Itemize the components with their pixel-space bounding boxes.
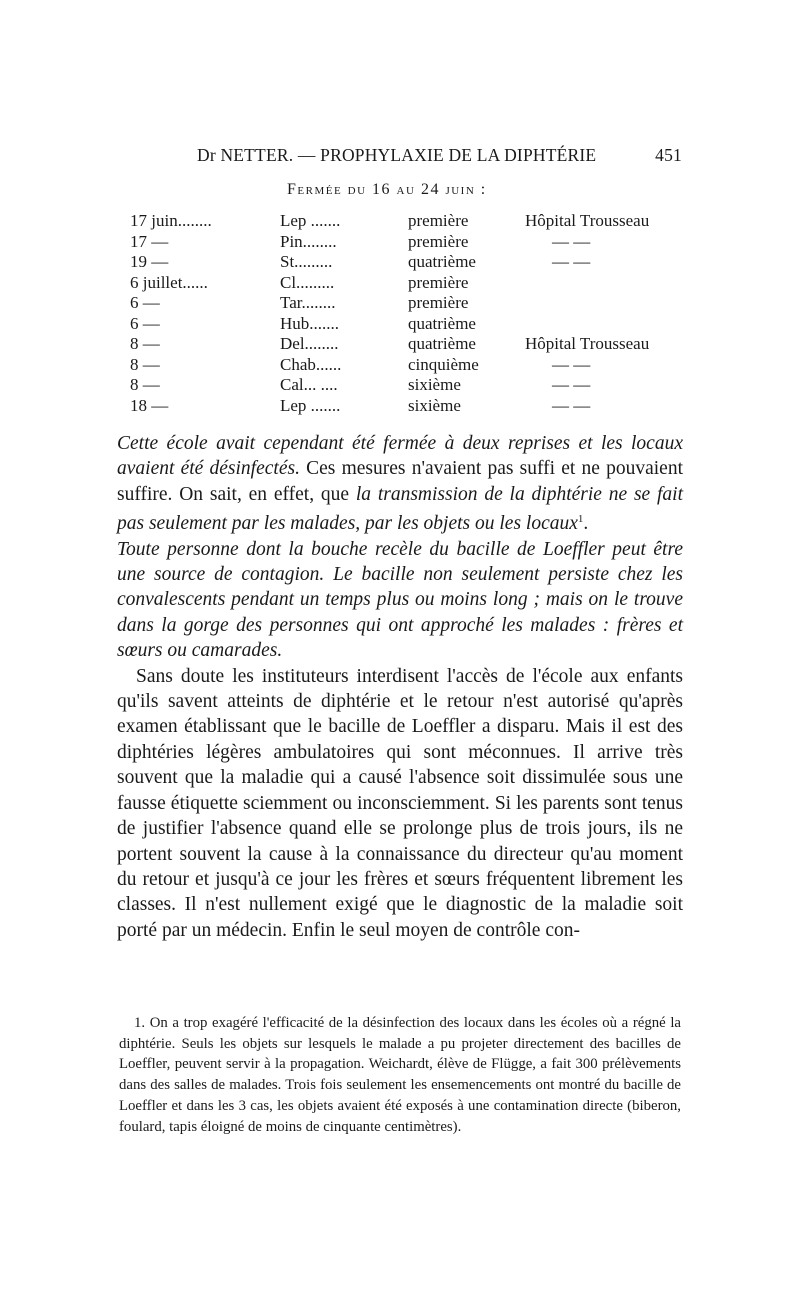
row-pupil-name: Cl......... (280, 272, 335, 292)
row-date: 8 — (130, 334, 160, 353)
closure-table (130, 211, 675, 416)
table-row (130, 293, 675, 314)
row-pupil-name: Lep ....... (280, 395, 341, 415)
row-pupil-name: Tar........ (280, 293, 336, 312)
row-date: 17 — (130, 231, 169, 251)
row-date: 17 juin........ (130, 211, 212, 230)
table-row (130, 375, 675, 396)
row-pupil-name: St......... (280, 252, 333, 271)
row-class: quatrième (408, 313, 476, 333)
footnote (119, 1013, 681, 1137)
row-hospital: — — (552, 395, 591, 415)
table-row (130, 355, 675, 376)
italic-span: Cette école avait cependant été fermée à deux reprises et les locaux avaient été désinfectés. (117, 433, 683, 480)
row-pupil-name: Hub....... (280, 313, 340, 333)
table-row (130, 314, 675, 335)
row-pupil-name: Chab...... (280, 354, 342, 374)
table-row (130, 211, 675, 232)
row-pupil-name: Pin........ (280, 231, 337, 251)
row-class: première (408, 211, 469, 230)
running-header-title: Dr NETTER. — PROPHYLAXIE DE LA DIPHTÉRIE (197, 145, 597, 165)
row-date: 8 — (130, 354, 160, 374)
paragraph (117, 431, 683, 537)
row-date: 8 — (130, 375, 160, 394)
italic-span: la transmission de la diphtérie ne se fait pas seulement par les malades, par les objets ou les locaux (117, 483, 684, 535)
row-pupil-name: Lep ....... (280, 211, 341, 230)
paragraph: Sans doute les instituteurs interdisent l'accès de l'école aux enfants qu'ils savent atteints de diphtérie et le retour n'est autorisé qu'après examen établissant que le bacille de Loeffler a disparu. Mais il est des diphtéries légères ambulatoires qui sont méconnues. Il arrive très souvent que la maladie qui a causé l'absence soit dissimulée sous une fausse étiquette sciemment ou inconsciemment. Si les parents sont tenus de justifier l'absence quand elle se prolonge plus de trois jours, ils ne portent souvent la cause à la connaissance du directeur qu'au moment du retour et jusqu'à ce jour les frères et sœurs fréquentent librement les classes. Il n'est nullement exigé que le diagnostic de la maladie soit porté par un médecin. Enfin le seul moyen de contrôle con- (117, 665, 683, 941)
table-caption: Fermée du 16 au 24 juin : (287, 181, 487, 198)
row-class: première (408, 231, 469, 251)
table-row (130, 334, 675, 355)
row-pupil-name: Del........ (280, 334, 339, 353)
row-class: première (408, 272, 469, 292)
row-hospital: — — (552, 252, 591, 271)
footnote-marker: 1 (577, 513, 584, 526)
row-date: 18 — (130, 395, 169, 415)
row-date: 19 — (130, 252, 169, 271)
row-class: cinquième (408, 354, 479, 374)
row-date: 6 — (130, 313, 160, 333)
row-class: sixième (408, 375, 461, 394)
text-span: Ces mesures n'avaient pas suffi et ne pouvaient suffire. On sait, en effet, que (117, 458, 683, 505)
table-row (130, 396, 675, 417)
row-hospital: — — (552, 231, 591, 251)
row-hospital: — — (552, 354, 591, 374)
italic-span: Toute personne dont la bouche recèle du bacille de Loeffler peut être une source de contagion. Le bacille non seulement persiste chez les convalescents pendant un temps plus ou moins long ; mais on le trouve dans la gorge des personnes qui ont approché les malades : frères et sœurs ou camarades. (117, 538, 683, 662)
body-text (117, 431, 683, 943)
row-hospital: Hôpital Trousseau (525, 334, 650, 353)
paragraph (117, 537, 683, 664)
page-number: 451 (655, 145, 682, 165)
footnote-text: 1. On a trop exagéré l'efficacité de la désinfection des locaux dans les écoles où a régné la diphtérie. Seuls les objets sur lesquels le malade a pu projeter directement des bacilles de Loeffler, peuvent servir à la propagation. Weichardt, élève de Flügge, a fait 300 prélèvements dans des salles de malades. Trois fois seulement les ensemencements ont montré du bacille de Loeffler et dans les 3 cas, les objets avaient été exposés à une contamination directe (biberon, foulard, tapis éloigné de moins de cinquante centimètres). (119, 1015, 681, 1135)
table-row (130, 232, 675, 253)
table-row (130, 273, 675, 294)
row-class: sixième (408, 395, 461, 415)
row-pupil-name: Cal... .... (280, 375, 338, 394)
row-class: quatrième (408, 334, 476, 353)
row-date: 6 — (130, 293, 160, 312)
row-hospital: Hôpital Trousseau (525, 211, 650, 230)
row-class: quatrième (408, 252, 476, 271)
row-hospital: — — (552, 375, 591, 394)
table-row (130, 252, 675, 273)
row-date: 6 juillet...... (130, 272, 208, 292)
row-class: première (408, 293, 469, 312)
text-span: . (583, 513, 589, 535)
